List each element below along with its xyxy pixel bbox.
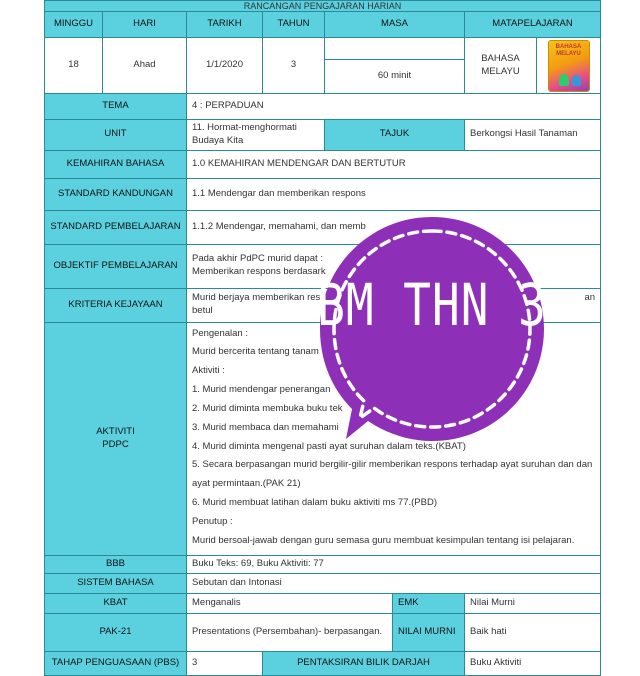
kriteria-label: KRITERIA KEJAYAAN bbox=[45, 288, 187, 322]
kriteria-text: Murid berjaya memberikan res bbox=[192, 292, 321, 304]
aktiviti-line: Aktiviti : bbox=[192, 365, 225, 377]
kemahiran-value: 1.0 KEMAHIRAN MENDENGAR DAN BERTUTUR bbox=[187, 150, 601, 178]
book-cell bbox=[537, 38, 601, 94]
col-tarikh: TARIKH bbox=[187, 12, 263, 38]
aktiviti-line: 5. Secara berpasangan murid bergilir-gilir memberikan respons terhadap ayat suruhan dan dan bbox=[192, 459, 593, 471]
aktiviti-line: Murid bercerita tentang tanam bbox=[192, 346, 319, 358]
aktiviti-label-1: AKTIVITI bbox=[96, 426, 135, 438]
standard-pembelajaran-value: 1.1.2 Mendengar, memahami, dan memb bbox=[187, 210, 601, 244]
page-title: RANCANGAN PENGAJARAN HARIAN bbox=[45, 1, 601, 12]
unit-label: UNIT bbox=[45, 120, 187, 151]
aktiviti-label-2: PDPC bbox=[102, 439, 129, 450]
pentaksiran-label: PENTAKSIRAN BILIK DARJAH bbox=[263, 652, 465, 676]
kemahiran-label: KEMAHIRAN BAHASA bbox=[45, 150, 187, 178]
tema-value: 4 : PERPADUAN bbox=[187, 94, 601, 120]
col-minggu: MINGGU bbox=[45, 12, 103, 38]
matapelajaran-value: BAHASA MELAYU bbox=[465, 38, 537, 94]
aktiviti-line: Pengenalan : bbox=[192, 327, 248, 339]
aktiviti-line: 3. Murid membaca dan memahami bbox=[192, 421, 339, 433]
aktiviti-label bbox=[45, 322, 187, 556]
pak21-value: Presentations (Persembahan)- berpasangan. bbox=[187, 614, 393, 652]
tahap-label: TAHAP PENGUASAAN (PBS) bbox=[45, 652, 187, 676]
pentaksiran-value: Buku Aktiviti bbox=[465, 652, 601, 676]
col-matapelajaran: MATAPELAJARAN bbox=[465, 12, 601, 38]
aktiviti-line: 4. Murid diminta mengenal pasti ayat suruhan dalam teks.(KBAT) bbox=[192, 440, 466, 452]
aktiviti-line: 1. Murid mendengar penerangan bbox=[192, 384, 331, 396]
sistem-bahasa-value: Sebutan dan Intonasi bbox=[187, 574, 601, 594]
tajuk-value: Berkongsi Hasil Tanaman bbox=[465, 120, 601, 151]
tajuk-label: TAJUK bbox=[325, 120, 465, 151]
aktiviti-line: Murid bersoal-jawab dengan guru semasa guru membuat kesimpulan tentang isi pelajaran. bbox=[192, 534, 575, 546]
standard-kandungan-label: STANDARD KANDUNGAN bbox=[45, 178, 187, 210]
masa-top-cell bbox=[325, 38, 465, 60]
emk-value: Nilai Murni bbox=[465, 594, 601, 614]
objektif-line-1: Pada akhir PdPC murid dapat : bbox=[192, 253, 323, 265]
standard-pembelajaran-label: STANDARD PEMBELAJARAN bbox=[45, 210, 187, 244]
aktiviti-line: 6. Murid membuat latihan dalam buku aktiviti ms 77.(PBD) bbox=[192, 496, 437, 508]
kriteria-tail: an bbox=[584, 292, 596, 304]
aktiviti-line: ayat permintaan.(PAK 21) bbox=[192, 478, 301, 490]
hari-value: Ahad bbox=[103, 38, 187, 94]
unit-value: 11. Hormat-menghormati Budaya Kita bbox=[187, 120, 325, 151]
objektif-label: OBJEKTIF PEMBELAJARAN bbox=[45, 244, 187, 288]
tema-label: TEMA bbox=[45, 94, 187, 120]
sticker-label: BM THN 3 bbox=[317, 271, 547, 339]
textbook-cover-icon: BAHASA MELAYU bbox=[549, 41, 589, 91]
bbb-value: Buku Teks: 69, Buku Aktiviti: 77 bbox=[187, 556, 601, 574]
col-hari: HARI bbox=[103, 12, 187, 38]
tahun-value: 3 bbox=[263, 38, 325, 94]
bbb-label: BBB bbox=[45, 556, 187, 574]
kbat-value: Menganalis bbox=[187, 594, 393, 614]
masa-value: 60 minit bbox=[325, 60, 465, 94]
tarikh-value: 1/1/2020 bbox=[187, 38, 263, 94]
emk-label: EMK bbox=[393, 594, 465, 614]
standard-kandungan-value: 1.1 Mendengar dan memberikan respons bbox=[187, 178, 601, 210]
sistem-bahasa-label: SISTEM BAHASA bbox=[45, 574, 187, 594]
aktiviti-line: Penutup : bbox=[192, 515, 233, 527]
kriteria-line-2: betul bbox=[192, 305, 213, 317]
minggu-value: 18 bbox=[45, 38, 103, 94]
objektif-line-2: Memberikan respons berdasark bbox=[192, 266, 326, 278]
nilai-murni-label: NILAI MURNI bbox=[393, 614, 465, 652]
col-masa: MASA bbox=[325, 12, 465, 38]
kbat-label: KBAT bbox=[45, 594, 187, 614]
pak21-label: PAK-21 bbox=[45, 614, 187, 652]
nilai-murni-value: Baik hati bbox=[465, 614, 601, 652]
tahap-value: 3 bbox=[187, 652, 263, 676]
aktiviti-line: 2. Murid diminta membuka buku tek bbox=[192, 402, 343, 414]
col-tahun: TAHUN bbox=[263, 12, 325, 38]
